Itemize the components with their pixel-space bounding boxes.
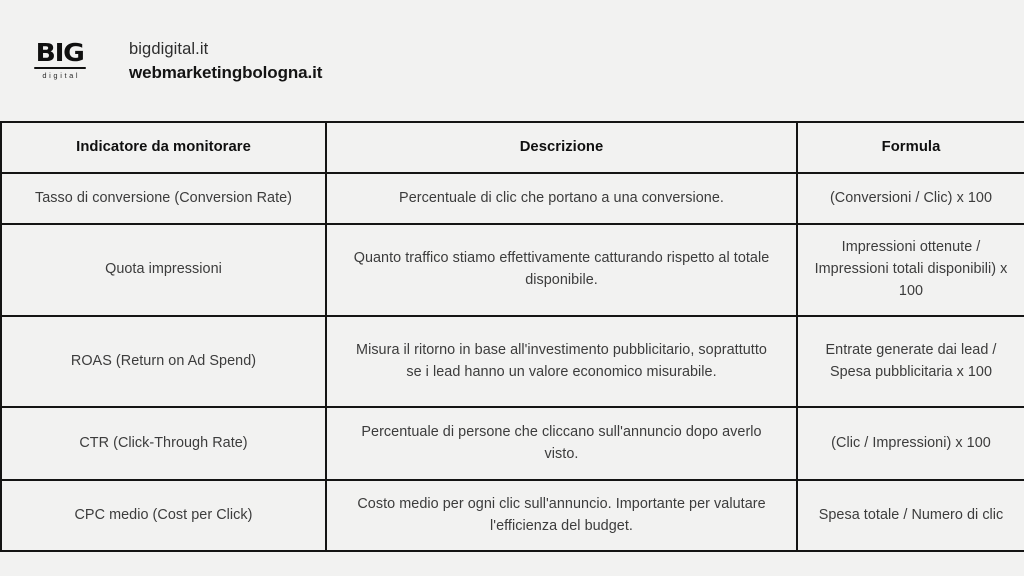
table-body <box>1 173 1024 551</box>
logo-wordmark: BIG <box>36 38 84 67</box>
cell-indicator: Quota impressioni <box>1 224 326 316</box>
cell-formula: (Conversioni / Clic) x 100 <box>797 173 1024 224</box>
cell-indicator: Tasso di conversione (Conversion Rate) <box>1 173 326 224</box>
logo-divider-rule <box>34 67 86 69</box>
brand-domain-secondary: webmarketingbologna.it <box>129 62 323 82</box>
table-header-row <box>1 122 1024 173</box>
column-header-formula: Formula <box>797 122 1024 173</box>
brand-header <box>0 0 1024 121</box>
logo-subtext: digital <box>42 71 81 80</box>
cell-indicator: CTR (Click-Through Rate) <box>1 407 326 480</box>
cell-description: Percentuale di persone che cliccano sull'annuncio dopo averlo visto. <box>326 407 797 480</box>
table-row <box>1 407 1024 480</box>
brand-domain-primary: bigdigital.it <box>129 39 209 58</box>
cell-formula: Impressioni ottenute / Impressioni totali disponibili) x 100 <box>797 224 1024 316</box>
cell-formula: Entrate generate dai lead / Spesa pubblicitaria x 100 <box>797 316 1024 407</box>
cell-indicator: CPC medio (Cost per Click) <box>1 480 326 551</box>
cell-description: Misura il ritorno in base all'investimento pubblicitario, soprattutto se i lead hanno un valore economico misurabile. <box>326 316 797 407</box>
cell-description: Quanto traffico stiamo effettivamente catturando rispetto al totale disponibile. <box>326 224 797 316</box>
kpi-table-container <box>0 121 1024 552</box>
cell-indicator: ROAS (Return on Ad Spend) <box>1 316 326 407</box>
brand-text-block <box>129 38 322 84</box>
cell-formula: Spesa totale / Numero di clic <box>797 480 1024 551</box>
cell-description: Costo medio per ogni clic sull'annuncio. Importante per valutare l'efficienza del budget. <box>326 480 797 551</box>
table-row <box>1 224 1024 316</box>
table-row <box>1 316 1024 407</box>
table-row <box>1 480 1024 551</box>
cell-formula: (Clic / Impressioni) x 100 <box>797 407 1024 480</box>
column-header-description: Descrizione <box>326 122 797 173</box>
column-header-indicator: Indicatore da monitorare <box>1 122 326 173</box>
table-row <box>1 173 1024 224</box>
kpi-table <box>0 121 1024 552</box>
cell-description: Percentuale di clic che portano a una conversione. <box>326 173 797 224</box>
table-header <box>1 122 1024 173</box>
big-digital-logo-icon <box>30 38 90 84</box>
